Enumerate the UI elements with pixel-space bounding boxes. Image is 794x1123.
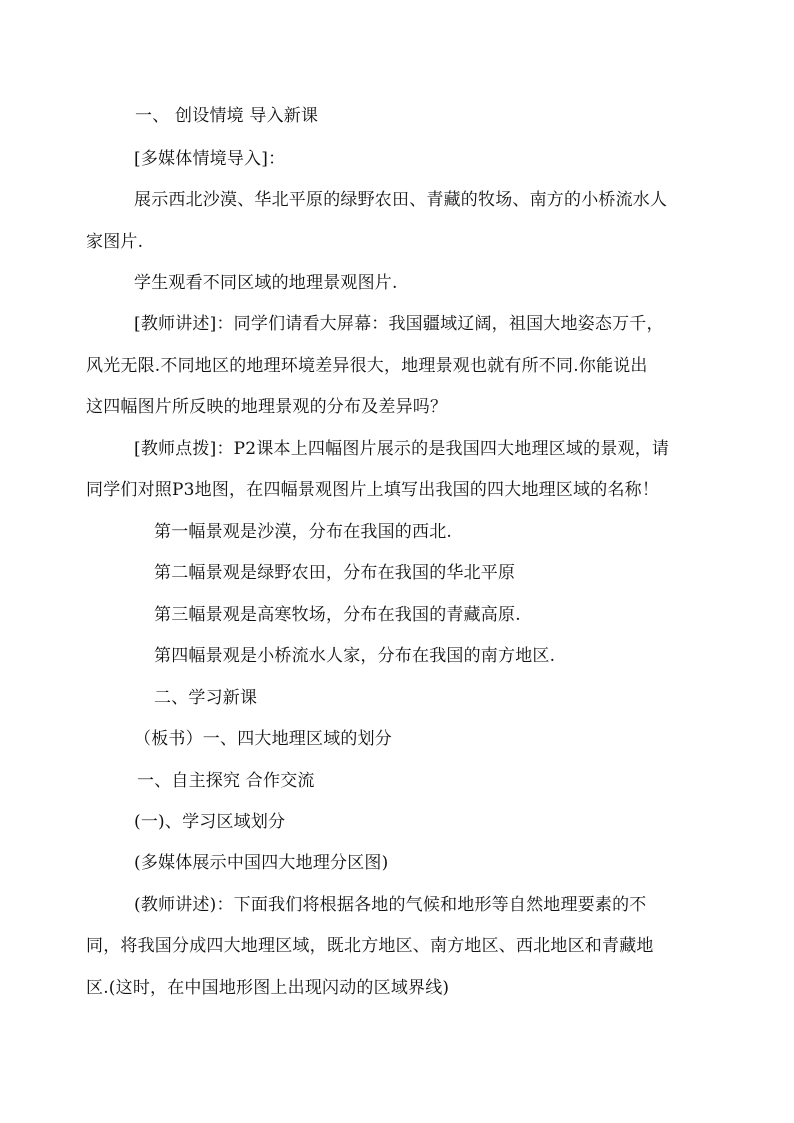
list-item: 第二幅景观是绿野农田，分布在我国的华北平原 [154, 563, 516, 583]
paragraph-line: 一、自主探究 合作交流 [137, 771, 315, 791]
paragraph-line: （板书）一、四大地理区域的划分 [134, 729, 392, 749]
paragraph-line: 风光无限.不同地区的地理环境差异很大，地理景观也就有所不同.你能说出 [86, 356, 648, 376]
paragraph-line: 同，将我国分成四大地理区域，既北方地区、南方地区、西北地区和青藏地 [86, 936, 654, 956]
heading-learn-new-lesson: 二、学习新课 [154, 688, 258, 708]
paragraph-line: (教师讲述)：下面我们将根据各地的气候和地形等自然地理要素的不 [134, 895, 647, 915]
list-item: 第三幅景观是高寒牧场，分布在我国的青藏高原. [154, 605, 521, 625]
paragraph-line: 区.(这时，在中国地形图上出现闪动的区域界线) [86, 978, 450, 998]
paragraph-line: [教师点拨]：P2课本上四幅图片展示的是我国四大地理区域的景观，请 [134, 439, 670, 459]
paragraph-line: 这四幅图片所反映的地理景观的分布及差异吗？ [86, 397, 448, 417]
paragraph-line: (一)、学习区域划分 [134, 812, 286, 832]
paragraph-line: 同学们对照P3地图，在四幅景观图片上填写出我国的四大地理区域的名称！ [86, 480, 660, 500]
heading-create-situation: 一、 创设情境 导入新课 [135, 106, 319, 126]
list-item: 第四幅景观是小桥流水人家，分布在我国的南方地区. [154, 646, 556, 666]
label-multimedia-intro: [多媒体情境导入]： [134, 149, 286, 169]
list-item: 第一幅景观是沙漠，分布在我国的西北. [154, 522, 453, 542]
paragraph-line: 展示西北沙漠、华北平原的绿野农田、青藏的牧场、南方的小桥流水人 [134, 190, 668, 210]
paragraph-line: 家图片. [86, 232, 144, 252]
paragraph-line: [教师讲述]：同学们请看大屏幕：我国疆域辽阔，祖国大地姿态万千， [134, 314, 664, 334]
paragraph-line: (多媒体展示中国四大地理分区图) [134, 853, 389, 873]
paragraph-line: 学生观看不同区域的地理景观图片. [134, 273, 398, 293]
